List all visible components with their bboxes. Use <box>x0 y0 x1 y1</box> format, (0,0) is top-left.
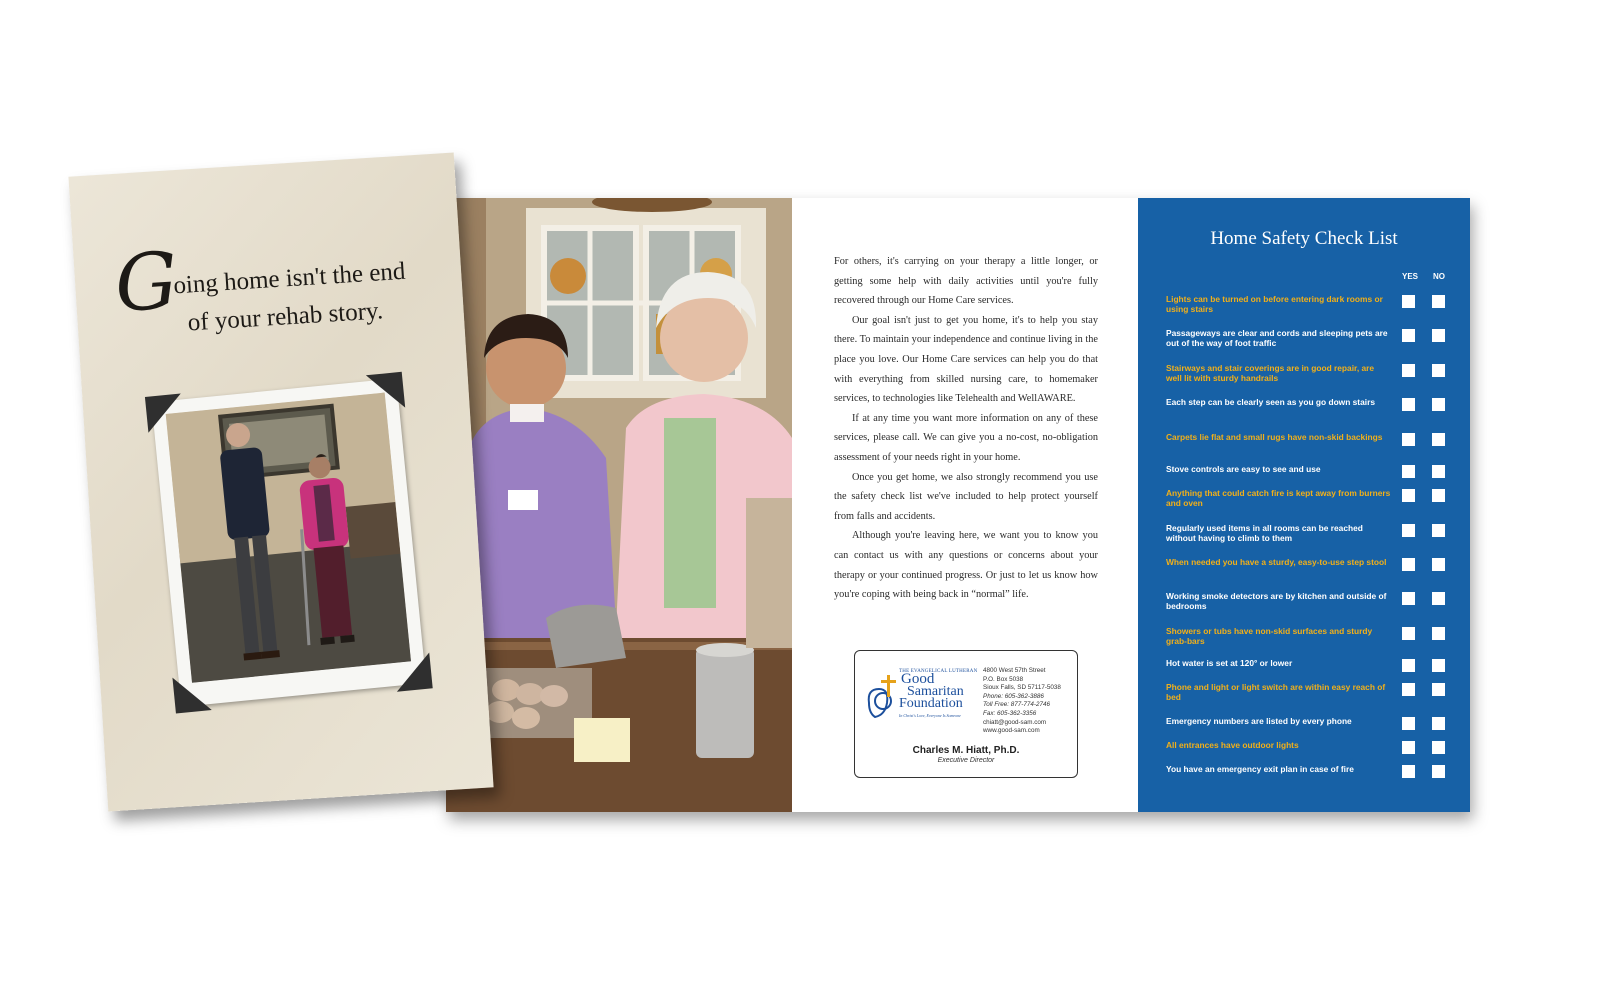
checklist-item: Passageways are clear and cords and sleeping pets are out of the way of foot traffic <box>1166 328 1388 348</box>
cover-title <box>112 232 432 337</box>
no-checkbox[interactable] <box>1432 465 1445 478</box>
no-checkbox[interactable] <box>1432 398 1445 411</box>
card-contact-block <box>983 667 1061 736</box>
checklist-yes-header: YES <box>1402 272 1419 281</box>
yes-checkbox[interactable] <box>1402 592 1415 605</box>
logo-small-text: THE EVANGELICAL LUTHERAN <box>899 669 978 674</box>
address-line-1: 4800 West 57th Street <box>983 667 1046 674</box>
yes-checkbox[interactable] <box>1402 659 1415 672</box>
business-card <box>854 650 1078 778</box>
photo-corner-bottom-right <box>393 652 432 691</box>
home-safety-checklist-panel <box>1138 198 1470 812</box>
yes-checkbox[interactable] <box>1402 465 1415 478</box>
yes-checkbox[interactable] <box>1402 683 1415 696</box>
yes-checkbox[interactable] <box>1402 295 1415 308</box>
photo-corner-top-right <box>366 372 405 411</box>
card-role: Executive Director <box>937 757 995 764</box>
yes-checkbox[interactable] <box>1402 765 1415 778</box>
checklist-item: Stairways and stair coverings are in good repair, are well lit with sturdy handrails <box>1166 363 1375 383</box>
card-fax: Fax: 605-362-3356 <box>983 709 1037 717</box>
checklist-item: Each step can be clearly seen as you go down stairs <box>1166 397 1375 407</box>
checklist-no-header: NO <box>1433 272 1445 281</box>
checklist-item: Showers or tubs have non-skid surfaces and sturdy grab-bars <box>1166 626 1373 646</box>
body-copy <box>834 252 1098 605</box>
card-website: www.good-sam.com <box>983 727 1040 735</box>
yes-checkbox[interactable] <box>1402 627 1415 640</box>
logo-good-text: Good <box>901 671 935 687</box>
yes-checkbox[interactable] <box>1402 524 1415 537</box>
no-checkbox[interactable] <box>1432 489 1445 502</box>
checklist-item: Lights can be turned on before entering dark rooms or using stairs <box>1166 294 1383 314</box>
yes-checkbox[interactable] <box>1402 364 1415 377</box>
checklist-item: When needed you have a sturdy, easy-to-use step stool <box>1166 557 1387 567</box>
body-paragraph-1: For others, it's carrying on your therapy a little longer, or getting some help with daily activities until you're fully recovered through our Home Care services. <box>834 256 1098 307</box>
body-paragraph-3: If at any time you want more information on any of these services, please call. We can give you a no-cost, no-obligation assessment of your needs right in your home. <box>834 412 1098 463</box>
brochure-cover <box>68 153 493 812</box>
text-panel <box>792 198 1138 812</box>
cover-photo-mount <box>151 378 426 707</box>
address-line-2: P.O. Box 5038 <box>983 675 1024 683</box>
card-phone: Phone: 605-362-3886 <box>983 692 1044 700</box>
photo-corner-top-left <box>145 393 184 432</box>
logo-samaritan-text: Samaritan <box>907 684 964 699</box>
yes-checkbox[interactable] <box>1402 398 1415 411</box>
card-toll-free: Toll Free: 877-774-2746 <box>983 701 1050 709</box>
yes-checkbox[interactable] <box>1402 741 1415 754</box>
logo-tagline: In Christ's Love, Everyone Is Someone <box>899 713 961 718</box>
checklist-item: Stove controls are easy to see and use <box>1166 464 1321 474</box>
yes-checkbox[interactable] <box>1402 329 1415 342</box>
no-checkbox[interactable] <box>1432 364 1445 377</box>
card-name: Charles M. Hiatt, Ph.D. <box>912 745 1020 756</box>
no-checkbox[interactable] <box>1432 558 1445 571</box>
cover-title-line-2: of your rehab story. <box>186 297 384 337</box>
yes-checkbox[interactable] <box>1402 489 1415 502</box>
no-checkbox[interactable] <box>1432 683 1445 696</box>
checklist-item: Carpets lie flat and small rugs have non-skid backings <box>1166 432 1383 442</box>
kitchen-photo-panel <box>446 198 792 812</box>
card-email: chiatt@good-sam.com <box>983 718 1047 726</box>
body-paragraph-4: Once you get home, we also strongly recommend you use the safety check list we've included to help protect yourself from falls and accidents. <box>834 471 1098 522</box>
yes-checkbox[interactable] <box>1402 558 1415 571</box>
no-checkbox[interactable] <box>1432 659 1445 672</box>
photo-corner-bottom-left <box>172 674 211 713</box>
checklist-item: Anything that could catch fire is kept away from burners and oven <box>1166 488 1391 508</box>
no-checkbox[interactable] <box>1432 717 1445 730</box>
cover-title-line-1: oing home isn't the end <box>172 257 407 300</box>
checklist-item: Emergency numbers are listed by every phone <box>1166 716 1352 726</box>
logo-foundation-text: Foundation <box>899 696 963 711</box>
checklist-item: Hot water is set at 120° or lower <box>1166 658 1293 668</box>
cover-title-initial: G <box>112 236 181 330</box>
no-checkbox[interactable] <box>1432 592 1445 605</box>
no-checkbox[interactable] <box>1432 627 1445 640</box>
checklist-item: All entrances have outdoor lights <box>1166 740 1299 750</box>
no-checkbox[interactable] <box>1432 433 1445 446</box>
no-checkbox[interactable] <box>1432 295 1445 308</box>
checklist-item: Phone and light or light switch are within easy reach of bed <box>1166 682 1386 702</box>
yes-checkbox[interactable] <box>1402 433 1415 446</box>
checklist-title: Home Safety Check List <box>1210 228 1398 249</box>
no-checkbox[interactable] <box>1432 741 1445 754</box>
yes-checkbox[interactable] <box>1402 717 1415 730</box>
no-checkbox[interactable] <box>1432 765 1445 778</box>
checklist-item: Regularly used items in all rooms can be reached without having to climb to them <box>1166 523 1363 543</box>
no-checkbox[interactable] <box>1432 524 1445 537</box>
photo-frame <box>151 378 426 707</box>
cover-photo <box>166 393 411 683</box>
brochure-inside-spread <box>446 198 1470 812</box>
kitchen-photo-image <box>446 198 792 812</box>
body-paragraph-5: Although you're leaving here, we want you to know you can contact us with any questions or concerns about your therapy or your continued progress. Or just to let us know how you're coping with being back in “normal” life. <box>834 530 1098 601</box>
no-checkbox[interactable] <box>1432 329 1445 342</box>
checklist-item: You have an emergency exit plan in case of fire <box>1166 764 1354 774</box>
cover-photo-image <box>166 393 411 683</box>
body-paragraph-2: Our goal isn't just to get you home, it's to help you stay there. To maintain your independence and continue living in the place you love. Our Home Care services can help you do that with everything from skilled nursing care, to homemaker services, to technologies like Telehealth and WellAWARE. <box>834 314 1098 405</box>
address-line-3: Sioux Falls, SD 57117-5038 <box>983 684 1061 692</box>
checklist-item: Working smoke detectors are by kitchen and outside of bedrooms <box>1166 591 1387 611</box>
